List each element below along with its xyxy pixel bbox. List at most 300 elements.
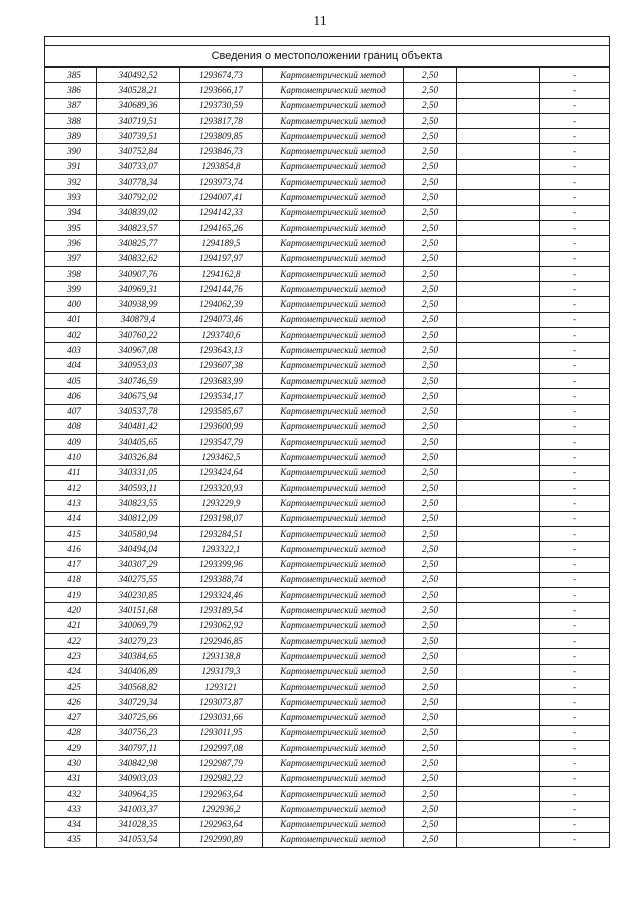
point-number-cell: 402 xyxy=(45,328,97,343)
accuracy-cell: 2,50 xyxy=(404,266,457,281)
x-coordinate-cell: 340405,65 xyxy=(97,435,180,450)
accuracy-cell: 2,50 xyxy=(404,832,457,847)
point-number-cell: 418 xyxy=(45,572,97,587)
table-row xyxy=(45,450,609,465)
empty-cell xyxy=(457,649,540,664)
method-cell: Картометрический метод xyxy=(263,435,404,450)
accuracy-cell: 2,50 xyxy=(404,312,457,327)
accuracy-cell: 2,50 xyxy=(404,465,457,480)
y-coordinate-cell: 1294189,5 xyxy=(180,236,263,251)
table-row xyxy=(45,205,609,220)
table-row xyxy=(45,832,609,847)
table-row xyxy=(45,190,609,205)
method-cell: Картометрический метод xyxy=(263,741,404,756)
x-coordinate-cell: 340733,07 xyxy=(97,159,180,174)
method-cell: Картометрический метод xyxy=(263,190,404,205)
accuracy-cell: 2,50 xyxy=(404,618,457,633)
x-coordinate-cell: 340307,29 xyxy=(97,557,180,572)
page-number: 11 xyxy=(313,14,327,29)
accuracy-cell: 2,50 xyxy=(404,710,457,725)
table-row xyxy=(45,710,609,725)
point-number-cell: 415 xyxy=(45,526,97,541)
empty-cell xyxy=(457,817,540,832)
coordinates-table xyxy=(45,67,609,848)
method-cell: Картометрический метод xyxy=(263,557,404,572)
accuracy-cell: 2,50 xyxy=(404,496,457,511)
point-number-cell: 429 xyxy=(45,741,97,756)
x-coordinate-cell: 340903,03 xyxy=(97,771,180,786)
description-cell: - xyxy=(540,741,610,756)
accuracy-cell: 2,50 xyxy=(404,328,457,343)
method-cell: Картометрический метод xyxy=(263,618,404,633)
description-cell: - xyxy=(540,205,610,220)
y-coordinate-cell: 1293324,46 xyxy=(180,588,263,603)
x-coordinate-cell: 340839,02 xyxy=(97,205,180,220)
x-coordinate-cell: 340938,99 xyxy=(97,297,180,312)
empty-cell xyxy=(457,664,540,679)
empty-cell xyxy=(457,419,540,434)
point-number-cell: 413 xyxy=(45,496,97,511)
empty-cell xyxy=(457,832,540,847)
empty-cell xyxy=(457,175,540,190)
method-cell: Картометрический метод xyxy=(263,542,404,557)
x-coordinate-cell: 340778,34 xyxy=(97,175,180,190)
y-coordinate-cell: 1292997,08 xyxy=(180,741,263,756)
description-cell: - xyxy=(540,542,610,557)
table-row xyxy=(45,542,609,557)
point-number-cell: 412 xyxy=(45,481,97,496)
empty-cell xyxy=(457,679,540,694)
point-number-cell: 426 xyxy=(45,695,97,710)
description-cell: - xyxy=(540,144,610,159)
accuracy-cell: 2,50 xyxy=(404,542,457,557)
point-number-cell: 387 xyxy=(45,98,97,113)
point-number-cell: 410 xyxy=(45,450,97,465)
empty-cell xyxy=(457,526,540,541)
empty-cell xyxy=(457,404,540,419)
description-cell: - xyxy=(540,419,610,434)
boundary-table-container xyxy=(44,36,610,848)
method-cell: Картометрический метод xyxy=(263,251,404,266)
point-number-cell: 424 xyxy=(45,664,97,679)
description-cell: - xyxy=(540,83,610,98)
y-coordinate-cell: 1293674,73 xyxy=(180,68,263,83)
accuracy-cell: 2,50 xyxy=(404,343,457,358)
empty-cell xyxy=(457,465,540,480)
empty-cell xyxy=(457,236,540,251)
empty-cell xyxy=(457,205,540,220)
description-cell: - xyxy=(540,113,610,128)
x-coordinate-cell: 340879,4 xyxy=(97,312,180,327)
accuracy-cell: 2,50 xyxy=(404,741,457,756)
method-cell: Картометрический метод xyxy=(263,144,404,159)
method-cell: Картометрический метод xyxy=(263,710,404,725)
table-row xyxy=(45,220,609,235)
empty-cell xyxy=(457,129,540,144)
accuracy-cell: 2,50 xyxy=(404,190,457,205)
table-title: Сведения о местоположении границ объекта xyxy=(45,46,609,67)
x-coordinate-cell: 340729,34 xyxy=(97,695,180,710)
description-cell: - xyxy=(540,802,610,817)
empty-cell xyxy=(457,144,540,159)
table-row xyxy=(45,786,609,801)
y-coordinate-cell: 1293600,99 xyxy=(180,419,263,434)
accuracy-cell: 2,50 xyxy=(404,389,457,404)
method-cell: Картометрический метод xyxy=(263,450,404,465)
method-cell: Картометрический метод xyxy=(263,802,404,817)
table-row xyxy=(45,465,609,480)
empty-cell xyxy=(457,83,540,98)
accuracy-cell: 2,50 xyxy=(404,771,457,786)
y-coordinate-cell: 1293179,3 xyxy=(180,664,263,679)
accuracy-cell: 2,50 xyxy=(404,251,457,266)
empty-cell xyxy=(457,633,540,648)
empty-cell xyxy=(457,786,540,801)
y-coordinate-cell: 1293547,79 xyxy=(180,435,263,450)
point-number-cell: 393 xyxy=(45,190,97,205)
y-coordinate-cell: 1294144,76 xyxy=(180,282,263,297)
accuracy-cell: 2,50 xyxy=(404,511,457,526)
method-cell: Картометрический метод xyxy=(263,481,404,496)
table-row xyxy=(45,312,609,327)
method-cell: Картометрический метод xyxy=(263,113,404,128)
y-coordinate-cell: 1293229,9 xyxy=(180,496,263,511)
method-cell: Картометрический метод xyxy=(263,419,404,434)
y-coordinate-cell: 1293399,96 xyxy=(180,557,263,572)
method-cell: Картометрический метод xyxy=(263,129,404,144)
accuracy-cell: 2,50 xyxy=(404,435,457,450)
x-coordinate-cell: 340494,04 xyxy=(97,542,180,557)
accuracy-cell: 2,50 xyxy=(404,83,457,98)
x-coordinate-cell: 340746,59 xyxy=(97,373,180,388)
table-row xyxy=(45,633,609,648)
table-row xyxy=(45,649,609,664)
point-number-cell: 431 xyxy=(45,771,97,786)
empty-cell xyxy=(457,343,540,358)
empty-cell xyxy=(457,266,540,281)
description-cell: - xyxy=(540,756,610,771)
point-number-cell: 385 xyxy=(45,68,97,83)
method-cell: Картометрический метод xyxy=(263,373,404,388)
table-row xyxy=(45,817,609,832)
x-coordinate-cell: 340230,85 xyxy=(97,588,180,603)
method-cell: Картометрический метод xyxy=(263,786,404,801)
table-row xyxy=(45,511,609,526)
x-coordinate-cell: 340537,78 xyxy=(97,404,180,419)
table-row xyxy=(45,741,609,756)
method-cell: Картометрический метод xyxy=(263,771,404,786)
description-cell: - xyxy=(540,129,610,144)
description-cell: - xyxy=(540,297,610,312)
point-number-cell: 400 xyxy=(45,297,97,312)
method-cell: Картометрический метод xyxy=(263,679,404,694)
empty-cell xyxy=(457,481,540,496)
method-cell: Картометрический метод xyxy=(263,175,404,190)
x-coordinate-cell: 341003,37 xyxy=(97,802,180,817)
y-coordinate-cell: 1293973,74 xyxy=(180,175,263,190)
point-number-cell: 433 xyxy=(45,802,97,817)
description-cell: - xyxy=(540,572,610,587)
y-coordinate-cell: 1293666,17 xyxy=(180,83,263,98)
table-row xyxy=(45,144,609,159)
description-cell: - xyxy=(540,664,610,679)
x-coordinate-cell: 341053,54 xyxy=(97,832,180,847)
accuracy-cell: 2,50 xyxy=(404,236,457,251)
point-number-cell: 407 xyxy=(45,404,97,419)
y-coordinate-cell: 1293643,13 xyxy=(180,343,263,358)
description-cell: - xyxy=(540,282,610,297)
y-coordinate-cell: 1293462,5 xyxy=(180,450,263,465)
accuracy-cell: 2,50 xyxy=(404,129,457,144)
table-row xyxy=(45,695,609,710)
x-coordinate-cell: 340719,51 xyxy=(97,113,180,128)
empty-cell xyxy=(457,756,540,771)
y-coordinate-cell: 1292990,89 xyxy=(180,832,263,847)
table-row xyxy=(45,98,609,113)
x-coordinate-cell: 340967,08 xyxy=(97,343,180,358)
point-number-cell: 399 xyxy=(45,282,97,297)
y-coordinate-cell: 1293062,92 xyxy=(180,618,263,633)
y-coordinate-cell: 1293284,51 xyxy=(180,526,263,541)
table-row xyxy=(45,159,609,174)
method-cell: Картометрический метод xyxy=(263,98,404,113)
description-cell: - xyxy=(540,511,610,526)
table-row xyxy=(45,603,609,618)
point-number-cell: 396 xyxy=(45,236,97,251)
y-coordinate-cell: 1292987,79 xyxy=(180,756,263,771)
empty-cell xyxy=(457,190,540,205)
description-cell: - xyxy=(540,679,610,694)
y-coordinate-cell: 1293388,74 xyxy=(180,572,263,587)
table-row xyxy=(45,756,609,771)
point-number-cell: 435 xyxy=(45,832,97,847)
accuracy-cell: 2,50 xyxy=(404,786,457,801)
method-cell: Картометрический метод xyxy=(263,266,404,281)
empty-cell xyxy=(457,802,540,817)
description-cell: - xyxy=(540,588,610,603)
empty-cell xyxy=(457,572,540,587)
accuracy-cell: 2,50 xyxy=(404,633,457,648)
empty-cell xyxy=(457,603,540,618)
accuracy-cell: 2,50 xyxy=(404,664,457,679)
table-row xyxy=(45,496,609,511)
method-cell: Картометрический метод xyxy=(263,603,404,618)
table-top-blank-row xyxy=(45,37,609,46)
description-cell: - xyxy=(540,159,610,174)
table-row xyxy=(45,343,609,358)
y-coordinate-cell: 1293854,8 xyxy=(180,159,263,174)
empty-cell xyxy=(457,557,540,572)
x-coordinate-cell: 340825,77 xyxy=(97,236,180,251)
empty-cell xyxy=(457,741,540,756)
method-cell: Картометрический метод xyxy=(263,236,404,251)
x-coordinate-cell: 340580,94 xyxy=(97,526,180,541)
method-cell: Картометрический метод xyxy=(263,220,404,235)
point-number-cell: 406 xyxy=(45,389,97,404)
y-coordinate-cell: 1294162,8 xyxy=(180,266,263,281)
x-coordinate-cell: 340752,84 xyxy=(97,144,180,159)
point-number-cell: 411 xyxy=(45,465,97,480)
point-number-cell: 395 xyxy=(45,220,97,235)
empty-cell xyxy=(457,328,540,343)
accuracy-cell: 2,50 xyxy=(404,159,457,174)
x-coordinate-cell: 340279,23 xyxy=(97,633,180,648)
table-row xyxy=(45,251,609,266)
point-number-cell: 390 xyxy=(45,144,97,159)
x-coordinate-cell: 340792,02 xyxy=(97,190,180,205)
table-row xyxy=(45,664,609,679)
x-coordinate-cell: 340760,22 xyxy=(97,328,180,343)
point-number-cell: 425 xyxy=(45,679,97,694)
y-coordinate-cell: 1293011,95 xyxy=(180,725,263,740)
method-cell: Картометрический метод xyxy=(263,664,404,679)
accuracy-cell: 2,50 xyxy=(404,419,457,434)
table-row xyxy=(45,802,609,817)
y-coordinate-cell: 1293607,38 xyxy=(180,358,263,373)
y-coordinate-cell: 1293031,66 xyxy=(180,710,263,725)
x-coordinate-cell: 340842,98 xyxy=(97,756,180,771)
empty-cell xyxy=(457,389,540,404)
x-coordinate-cell: 340675,94 xyxy=(97,389,180,404)
y-coordinate-cell: 1293138,8 xyxy=(180,649,263,664)
description-cell: - xyxy=(540,450,610,465)
table-row xyxy=(45,83,609,98)
description-cell: - xyxy=(540,786,610,801)
description-cell: - xyxy=(540,220,610,235)
point-number-cell: 422 xyxy=(45,633,97,648)
description-cell: - xyxy=(540,618,610,633)
x-coordinate-cell: 340481,42 xyxy=(97,419,180,434)
table-row xyxy=(45,526,609,541)
table-row xyxy=(45,266,609,281)
method-cell: Картометрический метод xyxy=(263,511,404,526)
description-cell: - xyxy=(540,633,610,648)
description-cell: - xyxy=(540,373,610,388)
point-number-cell: 432 xyxy=(45,786,97,801)
description-cell: - xyxy=(540,328,610,343)
point-number-cell: 428 xyxy=(45,725,97,740)
accuracy-cell: 2,50 xyxy=(404,756,457,771)
table-row xyxy=(45,236,609,251)
accuracy-cell: 2,50 xyxy=(404,679,457,694)
y-coordinate-cell: 1293189,54 xyxy=(180,603,263,618)
x-coordinate-cell: 340151,68 xyxy=(97,603,180,618)
table-row xyxy=(45,282,609,297)
empty-cell xyxy=(457,312,540,327)
method-cell: Картометрический метод xyxy=(263,328,404,343)
accuracy-cell: 2,50 xyxy=(404,144,457,159)
method-cell: Картометрический метод xyxy=(263,404,404,419)
point-number-cell: 409 xyxy=(45,435,97,450)
point-number-cell: 423 xyxy=(45,649,97,664)
x-coordinate-cell: 341028,35 xyxy=(97,817,180,832)
y-coordinate-cell: 1292946,85 xyxy=(180,633,263,648)
x-coordinate-cell: 340593,11 xyxy=(97,481,180,496)
y-coordinate-cell: 1294007,41 xyxy=(180,190,263,205)
x-coordinate-cell: 340832,62 xyxy=(97,251,180,266)
empty-cell xyxy=(457,282,540,297)
y-coordinate-cell: 1293817,78 xyxy=(180,113,263,128)
point-number-cell: 388 xyxy=(45,113,97,128)
point-number-cell: 419 xyxy=(45,588,97,603)
description-cell: - xyxy=(540,190,610,205)
description-cell: - xyxy=(540,343,610,358)
empty-cell xyxy=(457,358,540,373)
method-cell: Картометрический метод xyxy=(263,817,404,832)
description-cell: - xyxy=(540,481,610,496)
point-number-cell: 416 xyxy=(45,542,97,557)
y-coordinate-cell: 1293730,59 xyxy=(180,98,263,113)
point-number-cell: 401 xyxy=(45,312,97,327)
description-cell: - xyxy=(540,68,610,83)
table-row xyxy=(45,328,609,343)
method-cell: Картометрический метод xyxy=(263,588,404,603)
empty-cell xyxy=(457,695,540,710)
empty-cell xyxy=(457,113,540,128)
x-coordinate-cell: 340528,21 xyxy=(97,83,180,98)
empty-cell xyxy=(457,542,540,557)
y-coordinate-cell: 1293198,07 xyxy=(180,511,263,526)
accuracy-cell: 2,50 xyxy=(404,68,457,83)
method-cell: Картометрический метод xyxy=(263,572,404,587)
description-cell: - xyxy=(540,526,610,541)
empty-cell xyxy=(457,710,540,725)
y-coordinate-cell: 1293846,73 xyxy=(180,144,263,159)
table-row xyxy=(45,679,609,694)
table-row xyxy=(45,618,609,633)
x-coordinate-cell: 340812,09 xyxy=(97,511,180,526)
method-cell: Картометрический метод xyxy=(263,695,404,710)
point-number-cell: 398 xyxy=(45,266,97,281)
point-number-cell: 414 xyxy=(45,511,97,526)
table-row xyxy=(45,68,609,83)
method-cell: Картометрический метод xyxy=(263,389,404,404)
method-cell: Картометрический метод xyxy=(263,68,404,83)
description-cell: - xyxy=(540,358,610,373)
empty-cell xyxy=(457,618,540,633)
empty-cell xyxy=(457,98,540,113)
x-coordinate-cell: 340689,36 xyxy=(97,98,180,113)
table-row xyxy=(45,435,609,450)
table-row xyxy=(45,113,609,128)
method-cell: Картометрический метод xyxy=(263,496,404,511)
y-coordinate-cell: 1293585,67 xyxy=(180,404,263,419)
accuracy-cell: 2,50 xyxy=(404,526,457,541)
method-cell: Картометрический метод xyxy=(263,282,404,297)
accuracy-cell: 2,50 xyxy=(404,481,457,496)
y-coordinate-cell: 1294073,46 xyxy=(180,312,263,327)
point-number-cell: 397 xyxy=(45,251,97,266)
description-cell: - xyxy=(540,389,610,404)
table-row xyxy=(45,725,609,740)
x-coordinate-cell: 340797,11 xyxy=(97,741,180,756)
table-row xyxy=(45,129,609,144)
description-cell: - xyxy=(540,603,610,618)
description-cell: - xyxy=(540,236,610,251)
description-cell: - xyxy=(540,771,610,786)
point-number-cell: 427 xyxy=(45,710,97,725)
table-row xyxy=(45,389,609,404)
accuracy-cell: 2,50 xyxy=(404,404,457,419)
point-number-cell: 391 xyxy=(45,159,97,174)
method-cell: Картометрический метод xyxy=(263,83,404,98)
accuracy-cell: 2,50 xyxy=(404,113,457,128)
description-cell: - xyxy=(540,817,610,832)
point-number-cell: 408 xyxy=(45,419,97,434)
empty-cell xyxy=(457,68,540,83)
accuracy-cell: 2,50 xyxy=(404,802,457,817)
x-coordinate-cell: 340725,66 xyxy=(97,710,180,725)
